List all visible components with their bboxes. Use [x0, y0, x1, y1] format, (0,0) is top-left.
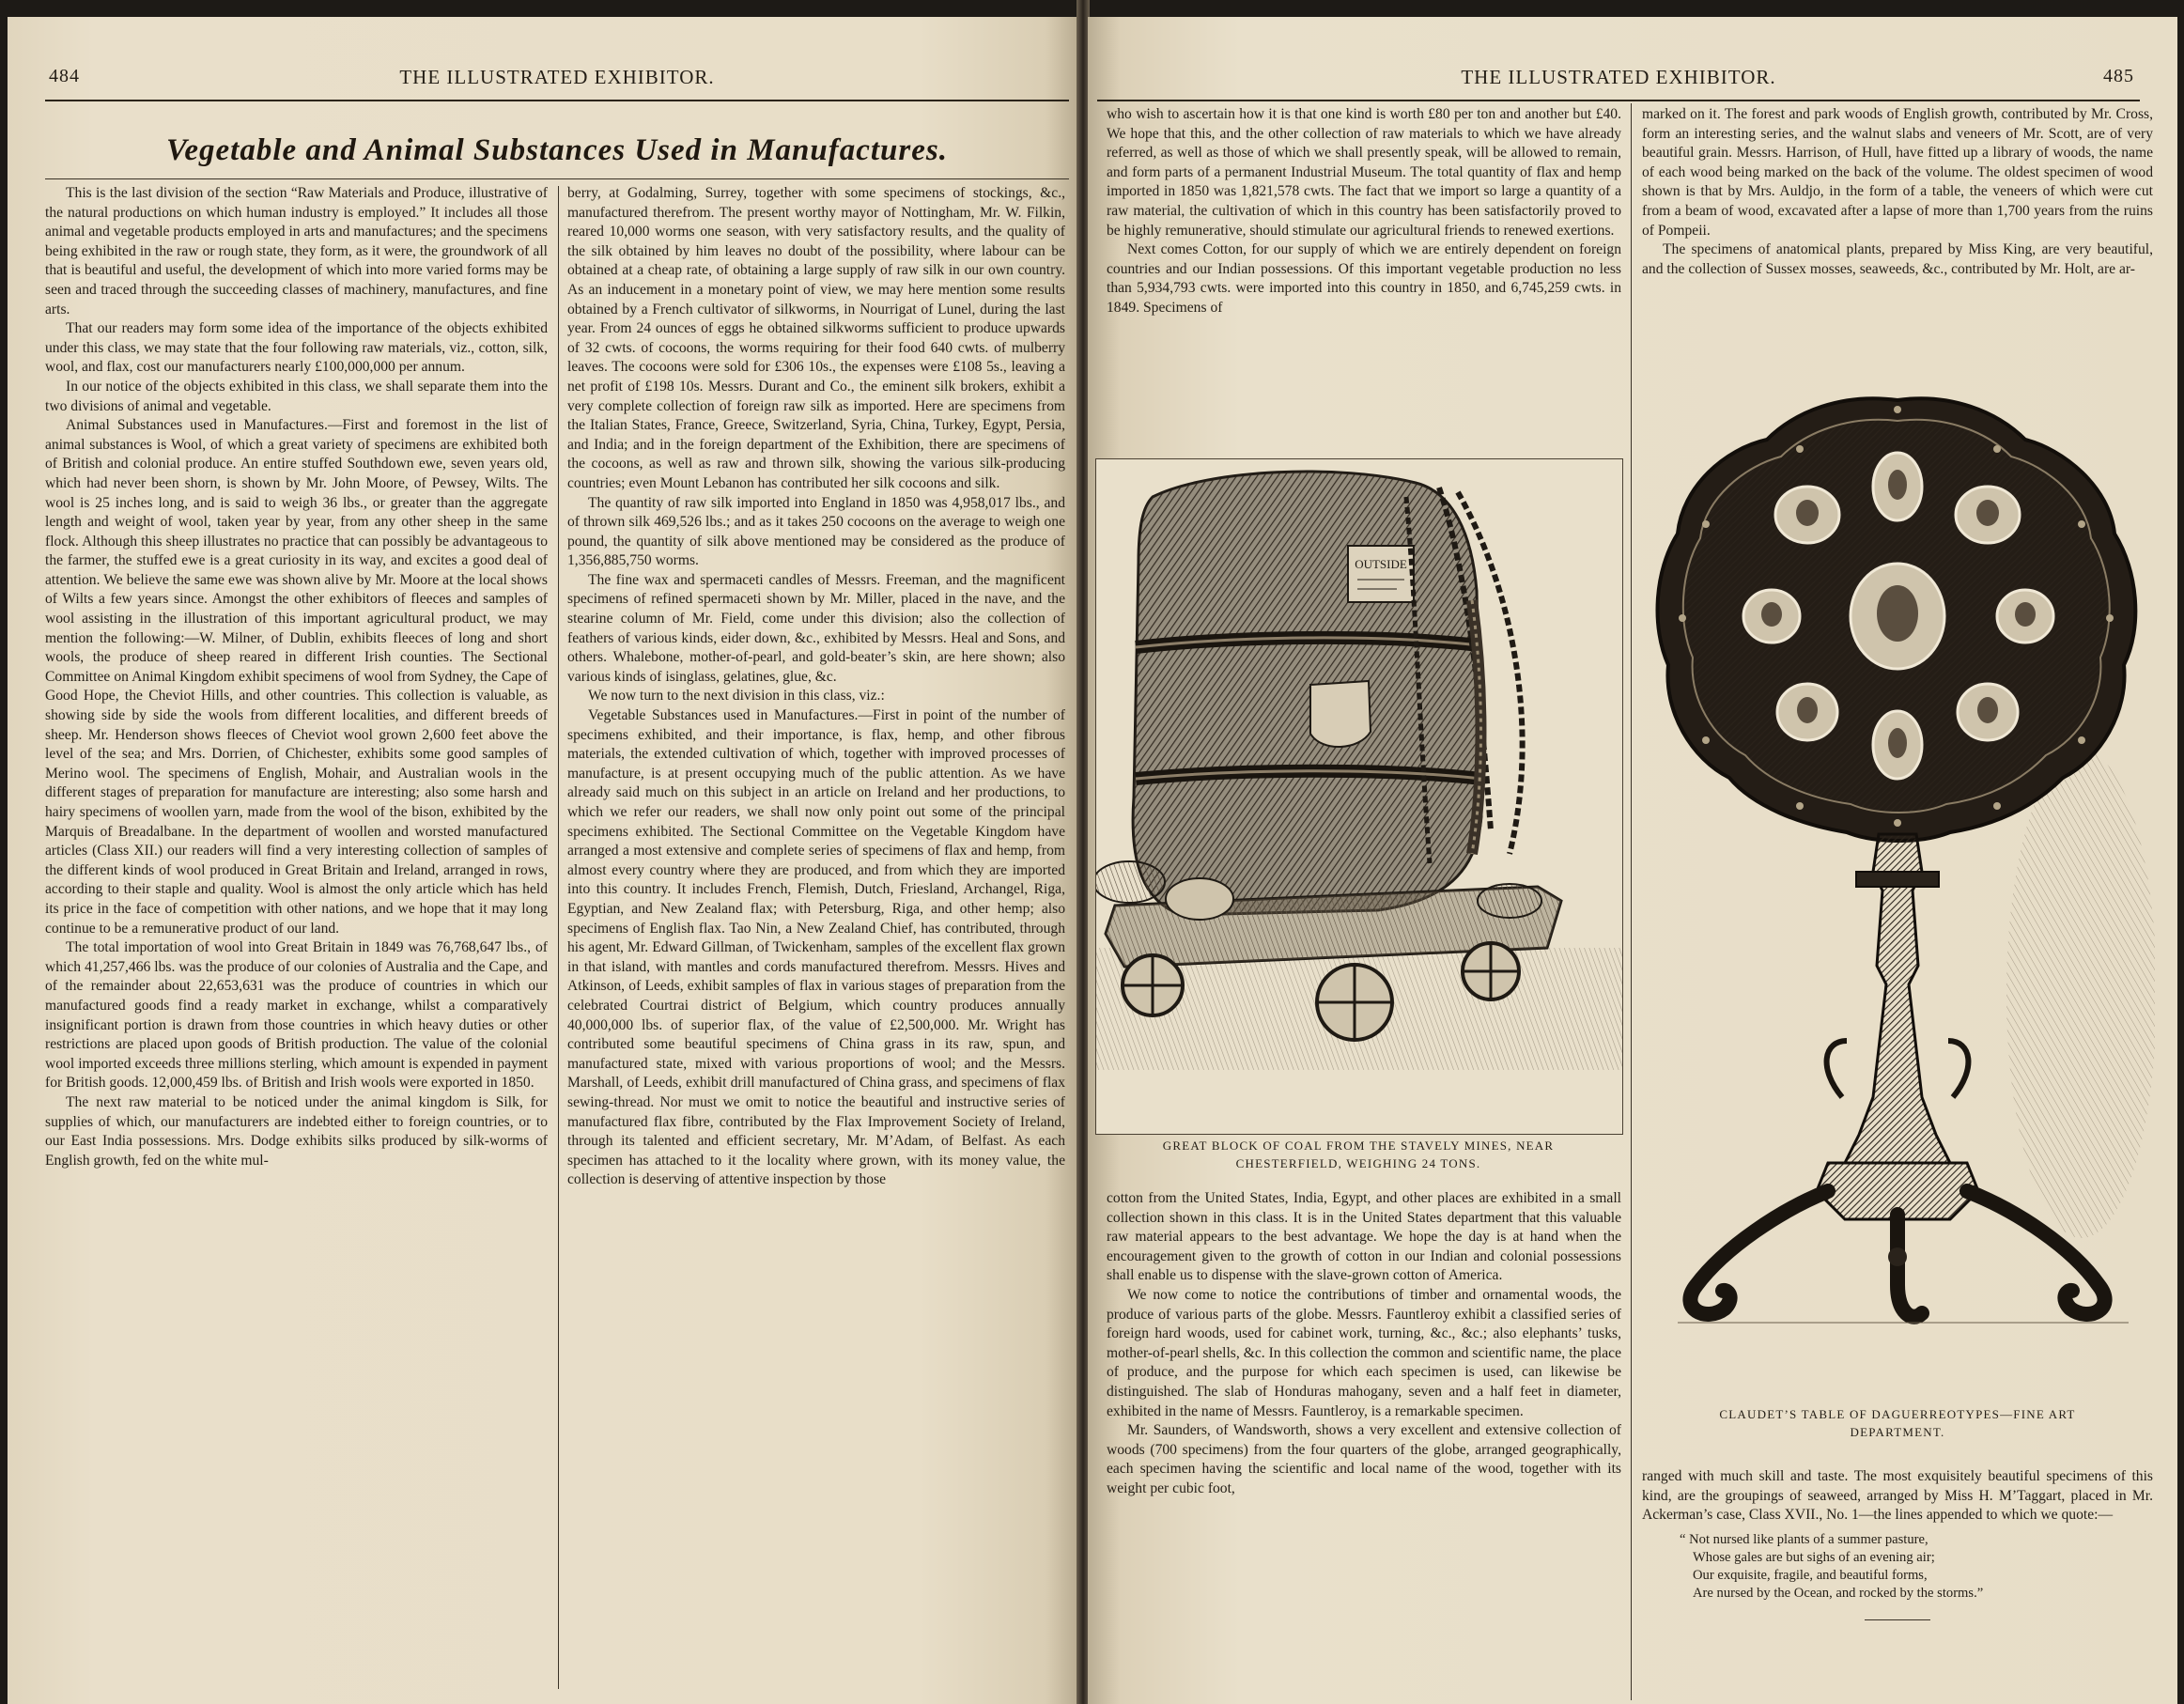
coal-block-engraving: [1096, 459, 1622, 1134]
right-column-1-top: [1107, 105, 1621, 455]
coal-block-illustration: [1095, 458, 1623, 1135]
right-running-title: THE ILLUSTRATED EXHIBITOR.: [1461, 66, 1776, 88]
paragraph: marked on it. The forest and park woods of English growth, contributed by Mr. Cross, form an interesting series, and the walnut slabs and veneers of Mr. Scott, are of very beautiful grain. Messrs. Harrison, of Hull, have fitted up a library of woods, the name of each wood being marked on the back of the volume. The oldest specimen of wood shown is that by Mrs. Auldjo, in the form of a table, the veneers of which were cut from a beam of wood, excavated after a lapse of more than 1,700 years from the ruins of Pompeii.: [1642, 106, 2153, 239]
coal-caption-line-2: CHESTERFIELD, WEIGHING 24 TONS.: [1235, 1156, 1481, 1170]
paragraph: The total importation of wool into Great Britain in 1849 was 76,768,647 lbs., of which 41,257,466 lbs. was the produce of our colonies of Australia and the Cape, and of the remainder about 22,653,631 was the produce of countries in which our manufactured goods find a ready market in exchange, whilst a comparatively insignificant portion is drawn from those countries in which heavy duties or other restrictions are placed upon goods of British production. The value of the colonial wool imported exceeds three millions sterling, which amount is expended in payment for British goods. 12,000,459 lbs. of British and Irish wools were exported in 1850.: [45, 939, 548, 1092]
daguerreotype-table-engraving: [1640, 383, 2155, 1398]
paragraph: The quantity of raw silk imported into England in 1850 was 4,958,017 lbs., and of thrown silk 469,526 lbs.; and as it takes 250 cocoons on the average to weigh one pound, the quantity of silk above mentioned may be considered as the produce of 1,356,885,750 worms.: [567, 494, 1065, 569]
paragraph: The next raw material to be noticed under the animal kingdom is Silk, for supplies of which, our manufacturers are indebted either to foreign countries, or to our East India possessions. Mrs. Dodge exhibits silks produced by silk-worms of English growth, fed on the white mul-: [45, 1093, 548, 1169]
left-running-head: [45, 66, 1069, 101]
paragraph: This is the last division of the section “Raw Materials and Produce, illustrative of the natural productions on which human industry is employed.” It includes all those animal and vegetable products employed in arts and manufactures; and the specimens being exhibited in the raw or rough state, they form, as it were, the groundwork of all that is beautiful and useful, the development of which into more varied forms may be seen and traced through the succeeding classes of machinery, manufactures, and fine arts.: [45, 185, 548, 318]
paragraph: The fine wax and spermaceti candles of Messrs. Freeman, and the magnificent specimens of refined spermaceti shown by Mr. Miller, placed in the nave, and the stearine column of Mr. Field, come under this division; also the collection of feathers of various kinds, eider down, &c., exhibited by Messrs. Heal and Sons, and others. Whalebone, mother-of-pearl, and gold-beater’s skin, are here shown; also various kinds of isinglass, gelatines, glue, &c.: [567, 571, 1065, 685]
verse-line: Whose gales are but sighs of an evening air;: [1693, 1549, 1935, 1565]
verse-line: Are nursed by the Ocean, and rocked by the storms.”: [1693, 1585, 1984, 1601]
column-divider: [558, 186, 559, 1689]
paragraph: Next comes Cotton, for our supply of which we are entirely dependent on foreign countries and our Indian possessions. Of this important vegetable production no less than 5,934,793 cwts. were imported into this country in 1850, and 6,745,259 cwts. in 1849. Specimens of: [1107, 241, 1621, 316]
paragraph: Mr. Saunders, of Wandsworth, shows a very excellent and extensive collection of woods (700 specimens) from the four quarters of the globe, arranged geographically, each specimen having the scientific and local name of the wood, together with its weight per cubic foot,: [1107, 1422, 1621, 1496]
right-page-number: 485: [2103, 66, 2134, 86]
paragraph: Animal Substances used in Manufactures.—First and foremost in the list of animal substances is Wool, of which a great variety of specimens are exhibited both of British and colonial produce. An entire stuffed Southdown ewe, seven years old, which had never been shorn, is shown by Mr. John Moore, of Pewsey, Wilts. The wool is 25 inches long, and is said to weigh 36 lbs., or greater than the aggregate length and weight of wool, taken year by year, from any other sheep in the same flock. Although this sheep illustrates no practice that can possibly be advantageous to the farmer, the stuffed ewe is a great curiosity in its way, and excites a good deal of attention. We believe the same ewe was shown alive by Mr. Moore at the local shows of Wilts a few years since. Amongst the other exhibitors of fleeces and samples of wool assisting in the illustration of this important agricultural product, we may mention the following:—W. Milner, of Dublin, exhibits fleeces of long and short wools, the produce of sheep reared in different Irish counties. The Sectional Committee on Animal Kingdom exhibit specimens of wool from Sydney, the Cape of Good Hope, the Cheviot Hills, and other countries. This collection is valuable, as showing side by side the wools from different localities, and different breeds of sheep. Mr. Henderson shows fleeces of Cheviot wool grown 2,600 feet above the level of the sea; and Mrs. Dorrien, of Chichester, exhibits some good samples of Merino wool. The specimens of English, Mohair, and Australian wools in the different stages of preparation for manufacture are interesting; also some harsh and hairy specimens of woollen yarn, made from the wool of the bison, exhibited by the Marquis of Breadalbane. In the department of woollen and worsted manufactured articles (Class XII.) our readers will find a very interesting collection of samples of the different kinds of wool produced in Great Britain and Ireland, arranged in rows, according to their staple and quality. Wool is almost the only article which has held its price in the face of competition with other nations, and we hope that it may long continue to be a remunerative product of our land.: [45, 417, 548, 937]
right-column-2-top: [1642, 105, 2153, 378]
article-title: Vegetable and Animal Substances Used in Manufactures.: [166, 133, 948, 167]
paragraph: We now come to notice the contributions of timber and ornamental woods, the produce of various parts of the globe. Messrs. Fauntleroy exhibit a classified series of foreign hard woods, used for cabinet work, turning, &c., &c.; also elephants’ tusks, mother-of-pearl shells, &c. In this collection the common and scientific name, the place of produce, and the purpose for which each specimen is used, can likewise be distinguished. The slab of Honduras mahogany, seven and a half feet in diameter, exhibited in the name of Messrs. Fauntleroy, is a remarkable specimen.: [1107, 1286, 1621, 1419]
left-page: [8, 17, 1078, 1704]
table-caption-line-1: CLAUDET’S TABLE OF DAGUERREOTYPES—FINE ART: [1719, 1407, 2076, 1421]
paragraph: That our readers may form some idea of the importance of the objects exhibited under this class, we may state that the four following raw materials, viz., cotton, silk, wool, and flax, cost our manufacturers nearly £100,000,000 per annum.: [45, 320, 548, 376]
coal-figure-caption: [1095, 1137, 1621, 1172]
paragraph: who wish to ascertain how it is that one kind is worth £80 per ton and another but £40. We hope that this, and the other collection of raw materials to which we have already referred, as well as those of which we shall presently speak, will be allowed to remain, and form parts of a permanent Industrial Museum. The total quantity of flax and hemp imported in 1850 was 1,821,578 cwts. The fact that we import so large a quantity of a raw material, the cultivation of which in this country has been satisfactorily proved to be highly remunerative, should stimulate our agricultural friends to renewed exertions.: [1107, 106, 1621, 239]
coal-caption-line-1: GREAT BLOCK OF COAL FROM THE STAVELY MINES, NEAR: [1162, 1139, 1555, 1153]
left-page-number: 484: [49, 66, 80, 86]
table-caption-line-2: DEPARTMENT.: [1850, 1425, 1945, 1439]
table-figure-caption: [1640, 1405, 2155, 1441]
right-page: [1088, 17, 2177, 1704]
title-rule: [45, 178, 1069, 179]
left-column-1: [45, 184, 548, 1696]
left-column-2: [567, 184, 1065, 1696]
paragraph: In our notice of the objects exhibited in this class, we shall separate them into the two divisions of animal and vegetable.: [45, 378, 548, 414]
claudet-table-illustration: [1640, 383, 2155, 1398]
paragraph: Vegetable Substances used in Manufactures.—First in point of the number of specimens exhibited, and their importance, is flax, hemp, and other fibrous materials, the extended cultivation of which, together with improved processes of manufacture, is at present occupying much of the public attention. As we have already said much on this subject in an article on Ireland and her productions, to which we refer our readers, we shall now only point out some of the principal specimens exhibited. The Sectional Committee on the Vegetable Kingdom have arranged a most extensive and complete series of specimens of flax and hemp, from almost every country where they are produced, and from which they are imported into this country. It includes French, Flemish, Dutch, Friesland, Archangel, Riga, Egyptian, and New Zealand flax; with Petersburg, Riga, and other hemp; also specimens of English flax. Tao Nin, a New Zealand Chief, has contributed, through his agent, Mr. Edward Gillman, of Twickenham, samples of the excellent flax grown in that island, with mantles and cords manufactured therefrom. Messrs. Hives and Atkinson, of Leeds, exhibit samples of flax in various stages of preparation from the celebrated Courtrai district of Belgium, which country produces annually 40,000,000 lbs. of superior flax, of the value of £2,500,000. Mr. Wright has contributed some beautiful specimens of China grass in its raw, spun, and manufactured state, mixed with various proportions of wool; and the Messrs. Marshall, of Leeds, exhibit drill manufactured of China grass, and specimens of flax sewing-thread. Nor must we omit to notice the beautiful and instructive series of manufactured flax fibre, contributed by the Flax Improvement Society of Ireland, through its talented and efficient secretary, Mr. M’Adam, of Belfast. As each specimen has attached to it the locality where grown, with its money value, the collection is deserving of attentive inspection by those: [567, 707, 1065, 1188]
paragraph: The specimens of anatomical plants, prepared by Miss King, are very beautiful, and the collection of Sussex mosses, seaweeds, &c., contributed by Mr. Holt, are ar-: [1642, 241, 2153, 277]
quoted-verse: [1680, 1531, 2153, 1603]
end-rule: [1865, 1619, 1930, 1620]
verse-line: Our exquisite, fragile, and beautiful forms,: [1693, 1567, 1928, 1583]
coal-label-text: OUTSIDE: [1355, 557, 1407, 571]
paragraph: berry, at Godalming, Surrey, together with some specimens of stockings, &c., manufactured therefrom. The present worthy mayor of Nottingham, Mr. W. Filkin, reared 10,000 worms one season, with very satisfactory results, and the quality of the silk obtained by him leaves no doubt of the possibility, where labour can be obtained at a cheap rate, of obtaining a large supply of raw silk in our own country. As an inducement in a monetary point of view, we may here mention some results obtained by a French cultivator of silkworms, in Nourrigat of Lunel, during the last year. From 24 ounces of eggs he obtained silkworms sufficient to produce upwards of 32 cwts. of cocoons, the worms requiring for their food 640 cwts. of mulberry leaves. The cocoons were sold for £306 10s., the expenses were £108 5s., leaving a net profit of £198 10s. Messrs. Durant and Co., the eminent silk brokers, exhibit a very complete collection of foreign raw silk as imported. Here are specimens from the Italian States, France, Greece, Switzerland, Syria, China, Turkey, Egypt, Persia, and India; and in the foreign department of the Exhibition, there are specimens of the cocoons, as well as raw and thrown silk, showing the various silk-producing countries; even Mount Lebanon has contributed her silk cocoons and silk.: [567, 185, 1065, 491]
right-column-2-bottom: [1642, 1467, 2153, 1702]
right-column-divider: [1631, 103, 1632, 1700]
right-running-head: [1097, 66, 2140, 101]
verse-line: “ Not nursed like plants of a summer pasture,: [1680, 1531, 1928, 1547]
paragraph: We now turn to the next division in this class, viz.:: [588, 688, 885, 705]
right-column-1-bottom: [1107, 1189, 1621, 1701]
paragraph: cotton from the United States, India, Egypt, and other places are exhibited in a small collection shown in this class. It is in the United States department that this valuable raw material appears to the best advantage. We hope the day is at hand when the encouragement given to the growth of cotton in our Indian and colonial possessions shall enable us to dispense with the slave-grown cotton of America.: [1107, 1190, 1621, 1284]
paragraph: ranged with much skill and taste. The most exquisitely beautiful specimens of this kind, are the groupings of seaweed, arranged by Miss H. M’Taggart, placed in Mr. Ackerman’s case, Class XVII., No. 1—the lines appended to which we quote:—: [1642, 1468, 2153, 1524]
left-running-title: THE ILLUSTRATED EXHIBITOR.: [399, 66, 715, 88]
